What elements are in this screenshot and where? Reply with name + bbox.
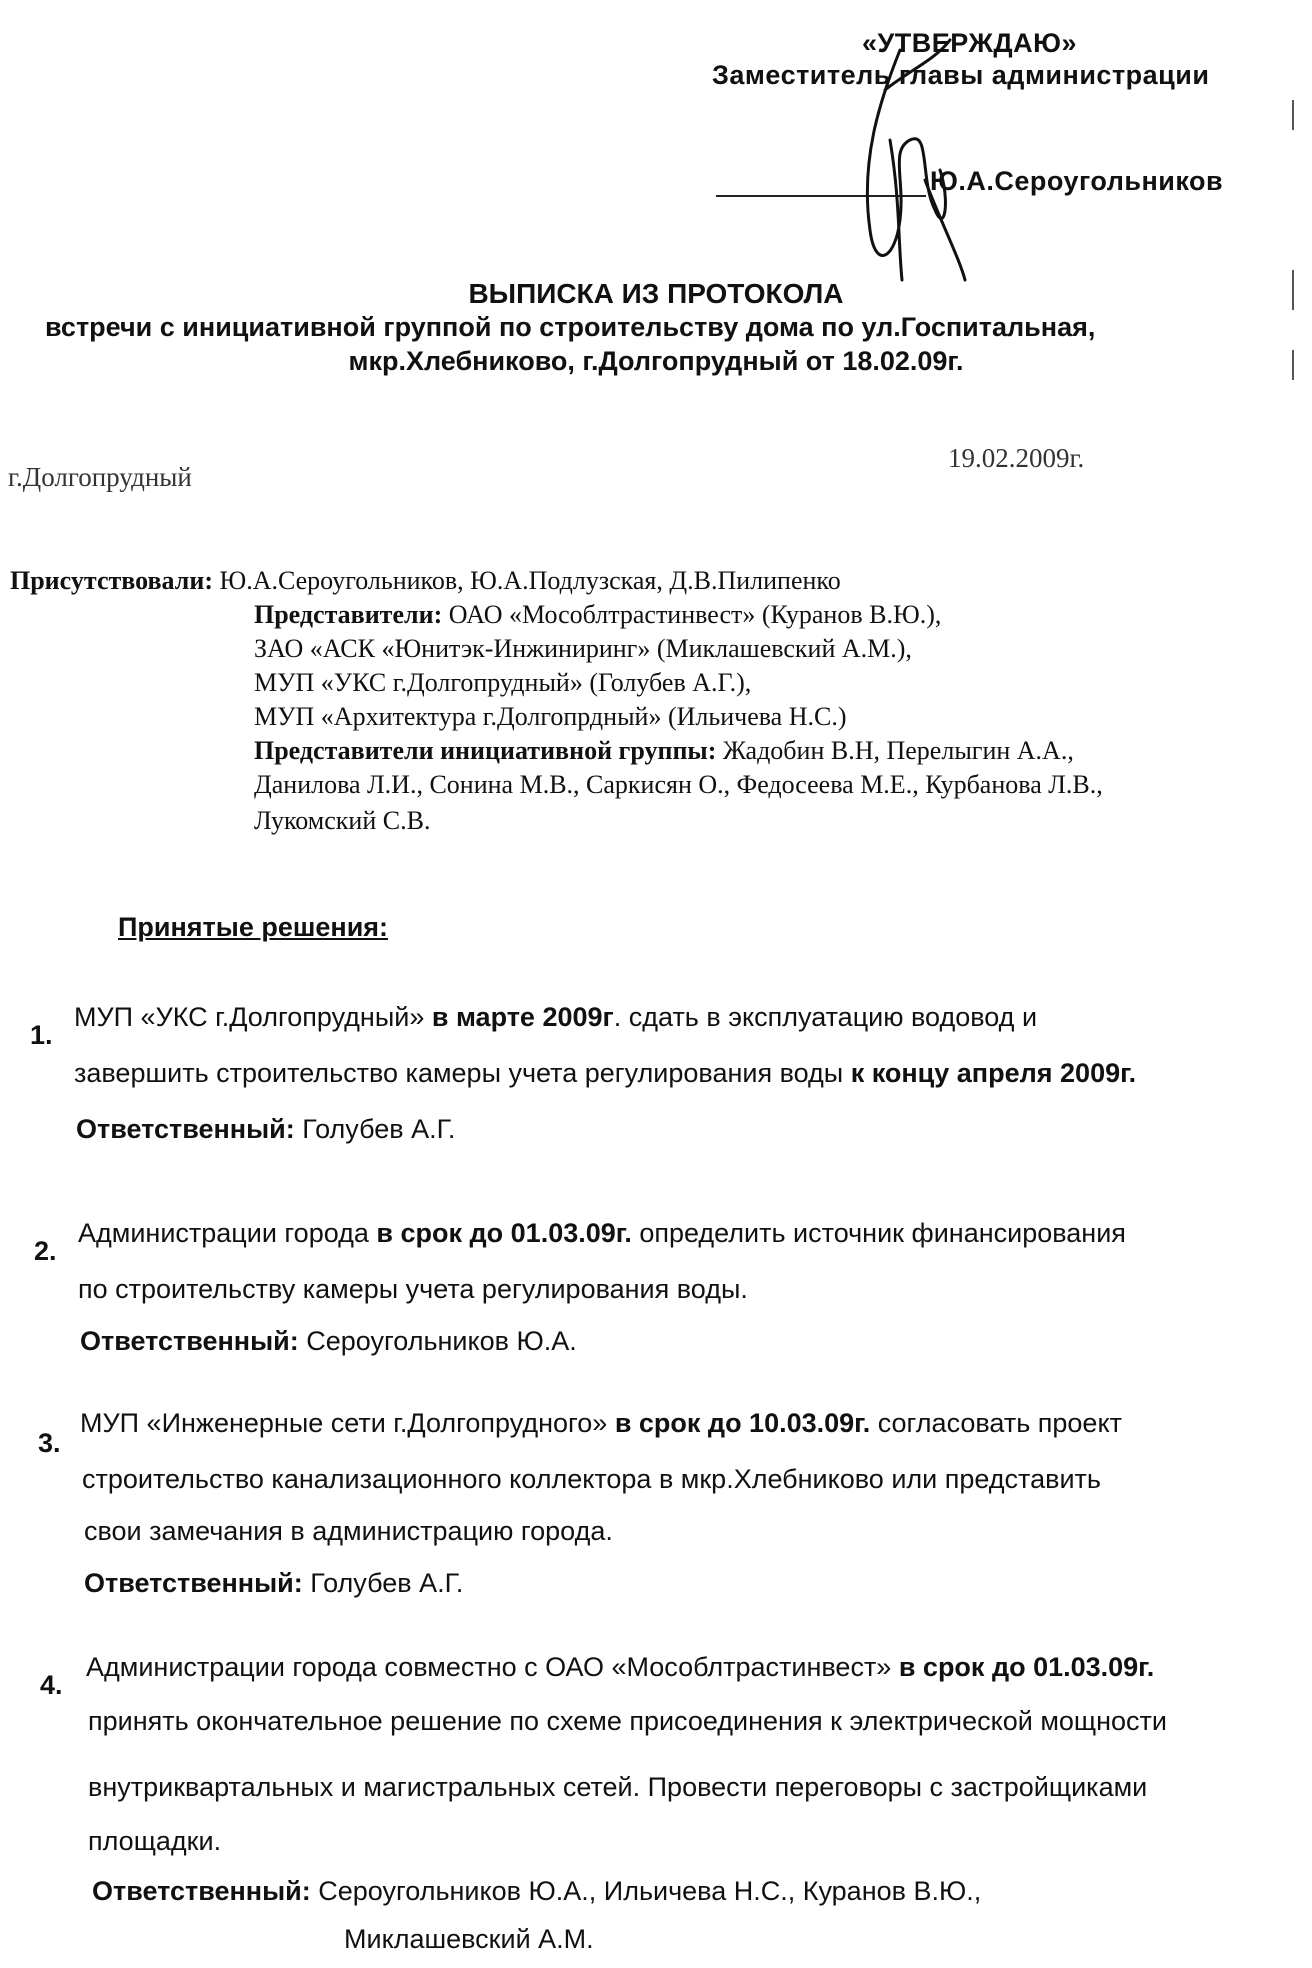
- item-deadline: к концу апреля 2009г.: [850, 1058, 1137, 1088]
- item-deadline: в срок до 10.03.09г.: [614, 1408, 871, 1438]
- signature-image: [840, 30, 970, 290]
- document-subtitle-line2: мкр.Хлебниково, г.Долгопрудный от 18.02.09г.: [348, 346, 964, 376]
- approval-name: Ю.А.Сероугольников: [930, 166, 1224, 196]
- item-number: 4.: [40, 1670, 63, 1700]
- responsible-names: Сероугольников Ю.А.: [306, 1326, 577, 1356]
- item-4-responsible-cont: [344, 1924, 594, 1955]
- approval-position: Заместитель главы администрации: [712, 60, 1210, 90]
- item-number: 3.: [38, 1428, 61, 1458]
- initiative-group-first: Жадобин В.Н, Перелыгин А.А.,: [722, 736, 1074, 765]
- representatives-label: Представители:: [254, 600, 443, 629]
- item-1-line-1: [74, 1002, 1037, 1033]
- item-1-responsible: [76, 1114, 455, 1145]
- item-text: принять окончательное решение по схеме присоединения к электрической мощности: [88, 1706, 1167, 1736]
- item-2-line-2: [78, 1274, 748, 1305]
- item-deadline: в срок до 01.03.09г.: [376, 1218, 632, 1248]
- item-number: 2.: [34, 1236, 57, 1266]
- item-text: . сдать в эксплуатацию водовод и: [613, 1002, 1038, 1032]
- approval-title: «УТВЕРЖДАЮ»: [862, 28, 1077, 58]
- item-3-responsible: [84, 1568, 463, 1599]
- responsible-names: Миклашевский А.М.: [344, 1924, 594, 1954]
- item-4-responsible: [92, 1876, 981, 1907]
- attendance-line-1: [10, 566, 841, 596]
- scan-mark: [1292, 100, 1294, 130]
- item-text: МУП «Инженерные сети г.Долгопрудного»: [80, 1408, 615, 1438]
- responsible-label: Ответственный:: [76, 1114, 295, 1144]
- item-2-line-1: [78, 1218, 1126, 1249]
- place-text: г.Долгопрудный: [8, 462, 192, 492]
- attendance-line-5: МУП «Архитектура г.Долгопрдный» (Ильичева Н.С.): [254, 702, 847, 731]
- item-3-line-2: [82, 1464, 1101, 1495]
- attendance-line-3: ЗАО «АСК «Юнитэк-Инжиниринг» (Миклашевский А.М.),: [254, 634, 912, 663]
- item-deadline: в марте 2009г: [431, 1002, 614, 1032]
- item-4-line-4: [88, 1826, 221, 1857]
- document-subtitle-line1: встречи с инициативной группой по строительству дома по ул.Госпитальная,: [45, 312, 1096, 342]
- attendance-line-7: Данилова Л.И., Сонина М.В., Саркисян О., Федосеева М.Е., Курбанова Л.В.,: [254, 770, 1103, 799]
- item-2-responsible: [80, 1326, 577, 1357]
- item-text: свои замечания в администрацию города.: [84, 1516, 613, 1546]
- attendance-line-4: МУП «УКС г.Долгопрудный» (Голубев А.Г.),: [254, 668, 752, 697]
- item-text: строительство канализационного коллектора в мкр.Хлебниково или представить: [82, 1464, 1101, 1494]
- item-text: площадки.: [88, 1826, 222, 1856]
- attendance-label: Присутствовали:: [10, 566, 213, 595]
- item-3-line-1: [80, 1408, 1122, 1439]
- item-3-line-3: [84, 1516, 613, 1547]
- attendance-line-2: [254, 600, 941, 630]
- responsible-names: Голубев А.Г.: [302, 1114, 456, 1144]
- item-text: МУП «УКС г.Долгопрудный»: [74, 1002, 432, 1032]
- item-deadline: в срок до 01.03.09г.: [898, 1652, 1155, 1682]
- item-1-line-2: [74, 1058, 1136, 1089]
- item-text: согласовать проект: [870, 1408, 1122, 1438]
- decisions-heading: Принятые решения:: [118, 912, 389, 942]
- scan-mark: [1292, 270, 1294, 310]
- responsible-label: Ответственный:: [92, 1876, 311, 1906]
- responsible-names: Голубев А.Г.: [310, 1568, 464, 1598]
- item-4-line-2: [88, 1706, 1167, 1737]
- attendance-line-6: [254, 736, 1074, 766]
- responsible-names: Сероугольников Ю.А., Ильичева Н.С., Куранов В.Ю.,: [318, 1876, 982, 1906]
- responsible-label: Ответственный:: [80, 1326, 299, 1356]
- date-text: 19.02.2009г.: [948, 443, 1085, 473]
- item-text: завершить строительство камеры учета регулирования воды: [74, 1058, 851, 1088]
- scan-mark: [1292, 350, 1294, 380]
- item-4-line-1: [86, 1652, 1154, 1683]
- representatives-first: ОАО «Мособлтрастинвест» (Куранов В.Ю.),: [448, 600, 942, 629]
- initiative-group-label: Представители инициативной группы:: [254, 736, 717, 765]
- document-title: ВЫПИСКА ИЗ ПРОТОКОЛА: [468, 278, 844, 309]
- item-text: определить источник финансирования: [631, 1218, 1126, 1248]
- item-text: по строительству камеры учета регулирования воды.: [78, 1274, 748, 1304]
- item-text: Администрации города совместно с ОАО «Мособлтрастинвест»: [86, 1652, 899, 1682]
- item-4-line-3: [88, 1772, 1147, 1803]
- responsible-label: Ответственный:: [84, 1568, 303, 1598]
- item-text: внутриквартальных и магистральных сетей. Провести переговоры с застройщиками: [88, 1772, 1148, 1802]
- item-text: Администрации города: [78, 1218, 377, 1248]
- attendance-names: Ю.А.Сероугольников, Ю.А.Подлузская, Д.В.Пилипенко: [219, 566, 841, 595]
- item-number: 1.: [30, 1020, 53, 1050]
- attendance-line-8: Лукомский С.В.: [254, 806, 431, 835]
